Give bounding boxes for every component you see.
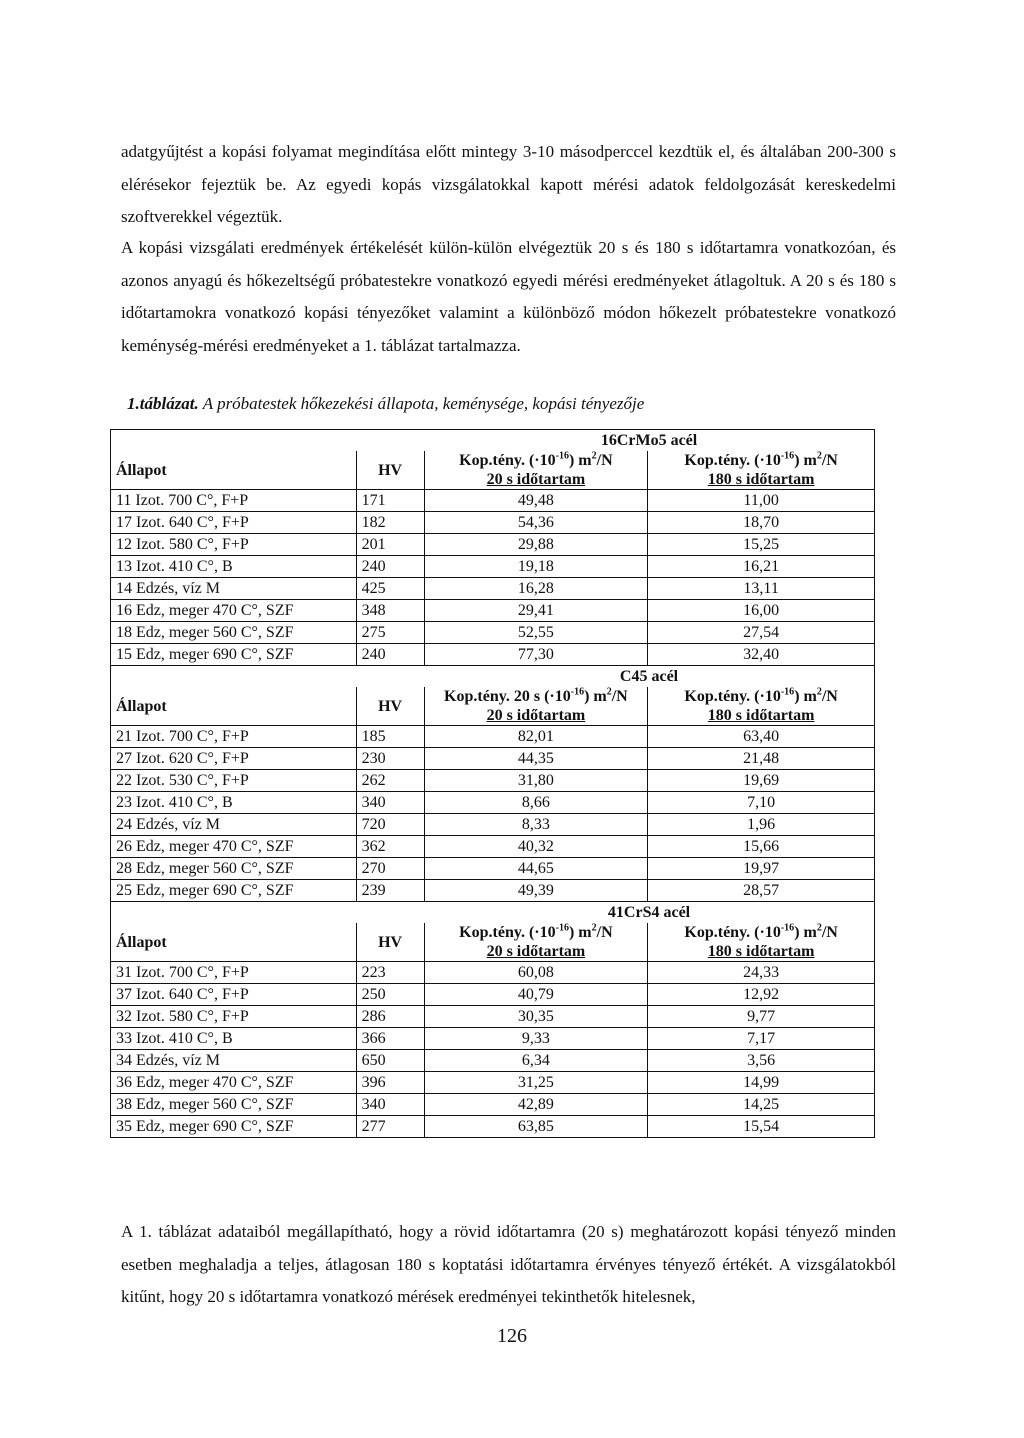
wear-20s-cell: 19,18 xyxy=(424,556,648,578)
hv-cell: 286 xyxy=(356,1006,424,1028)
col180-header-title xyxy=(653,687,869,706)
wear-coefficient-table xyxy=(110,429,875,1138)
wear-180s-cell: 63,40 xyxy=(648,726,875,748)
hv-cell: 277 xyxy=(356,1116,424,1138)
blank-cell xyxy=(111,666,357,688)
table-row xyxy=(111,622,875,644)
blank-cell xyxy=(356,430,424,452)
wear-180s-cell: 14,25 xyxy=(648,1094,875,1116)
hv-cell: 239 xyxy=(356,880,424,902)
steel-heading-row xyxy=(111,666,875,688)
table-row xyxy=(111,836,875,858)
col20-header-main: Kop.tény. (·10 xyxy=(459,452,556,469)
blank-cell xyxy=(111,902,357,924)
steel-grade-label: C45 acél xyxy=(424,666,874,688)
hv-header: HV xyxy=(356,451,424,490)
hv-cell: 340 xyxy=(356,792,424,814)
col180-header-title xyxy=(653,923,869,942)
table-row xyxy=(111,1116,875,1138)
hv-cell: 240 xyxy=(356,644,424,666)
table-row xyxy=(111,962,875,984)
table-caption-text: A próbatestek hőkezekési állapota, keménysége, kopási tényezője xyxy=(198,394,645,413)
state-cell: 32 Izot. 580 C°, F+P xyxy=(111,1006,357,1028)
state-cell: 31 Izot. 700 C°, F+P xyxy=(111,962,357,984)
table-row xyxy=(111,490,875,512)
col20-header-main: Kop.tény. 20 s (·10 xyxy=(444,688,571,705)
col20-header-square: 2 xyxy=(591,450,597,462)
wear-20s-cell: 8,33 xyxy=(424,814,648,836)
hv-cell: 362 xyxy=(356,836,424,858)
col20-header-title xyxy=(430,451,643,470)
column-header-row xyxy=(111,451,875,490)
wear-20s-cell: 82,01 xyxy=(424,726,648,748)
table-row xyxy=(111,644,875,666)
state-cell: 17 Izot. 640 C°, F+P xyxy=(111,512,357,534)
wear-20s-cell: 63,85 xyxy=(424,1116,648,1138)
state-cell: 13 Izot. 410 C°, B xyxy=(111,556,357,578)
wear-20s-cell: 29,41 xyxy=(424,600,648,622)
wear-180s-cell: 12,92 xyxy=(648,984,875,1006)
col180-header-unit: ) m xyxy=(794,452,817,469)
col180-header xyxy=(648,687,875,726)
state-cell: 36 Edz, meger 470 C°, SZF xyxy=(111,1072,357,1094)
state-header: Állapot xyxy=(111,923,357,962)
col180-header-exponent: -16 xyxy=(780,450,795,462)
state-cell: 14 Edzés, víz M xyxy=(111,578,357,600)
col180-header-square: 2 xyxy=(816,450,822,462)
state-cell: 35 Edz, meger 690 C°, SZF xyxy=(111,1116,357,1138)
wear-20s-cell: 40,79 xyxy=(424,984,648,1006)
wear-180s-cell: 3,56 xyxy=(648,1050,875,1072)
state-cell: 22 Izot. 530 C°, F+P xyxy=(111,770,357,792)
col180-header-main: Kop.tény. (·10 xyxy=(684,924,781,941)
hv-cell: 240 xyxy=(356,556,424,578)
wear-20s-cell: 8,66 xyxy=(424,792,648,814)
table-row xyxy=(111,792,875,814)
state-cell: 33 Izot. 410 C°, B xyxy=(111,1028,357,1050)
hv-header: HV xyxy=(356,687,424,726)
table-row xyxy=(111,1028,875,1050)
hv-cell: 348 xyxy=(356,600,424,622)
hv-cell: 425 xyxy=(356,578,424,600)
table-row xyxy=(111,1072,875,1094)
hv-cell: 223 xyxy=(356,962,424,984)
hv-cell: 182 xyxy=(356,512,424,534)
state-header: Állapot xyxy=(111,687,357,726)
steel-grade-label: 16CrMo5 acél xyxy=(424,430,874,452)
column-header-row xyxy=(111,923,875,962)
wear-180s-cell: 7,17 xyxy=(648,1028,875,1050)
wear-180s-cell: 32,40 xyxy=(648,644,875,666)
wear-180s-cell: 19,97 xyxy=(648,858,875,880)
table-row xyxy=(111,748,875,770)
hv-cell: 650 xyxy=(356,1050,424,1072)
table-row xyxy=(111,984,875,1006)
col20-header-exponent: -16 xyxy=(555,922,569,934)
wear-20s-cell: 77,30 xyxy=(424,644,648,666)
wear-20s-cell: 52,55 xyxy=(424,622,648,644)
hv-cell: 201 xyxy=(356,534,424,556)
wear-20s-cell: 16,28 xyxy=(424,578,648,600)
table-row xyxy=(111,1094,875,1116)
col20-header-per: /N xyxy=(596,452,613,469)
steel-heading-row xyxy=(111,430,875,452)
table-row xyxy=(111,858,875,880)
col180-header xyxy=(648,451,875,490)
wear-20s-cell: 30,35 xyxy=(424,1006,648,1028)
col20-header-square: 2 xyxy=(591,922,597,934)
wear-20s-cell: 44,35 xyxy=(424,748,648,770)
col180-header-title xyxy=(653,451,869,470)
col20-header-unit: ) m xyxy=(568,924,592,941)
col180-header-duration: 180 s időtartam xyxy=(707,707,815,724)
col20-header-exponent: -16 xyxy=(570,686,585,698)
col180-header-duration: 180 s időtartam xyxy=(707,471,815,488)
table-row xyxy=(111,814,875,836)
wear-180s-cell: 24,33 xyxy=(648,962,875,984)
col20-header-duration: 20 s időtartam xyxy=(486,707,586,724)
col180-header-exponent: -16 xyxy=(780,922,795,934)
col20-header-per: /N xyxy=(611,688,628,705)
state-cell: 18 Edz, meger 560 C°, SZF xyxy=(111,622,357,644)
col20-header-duration: 20 s időtartam xyxy=(486,943,586,960)
page-number: 126 xyxy=(497,1325,527,1347)
col20-header-exponent: -16 xyxy=(555,450,569,462)
state-cell: 24 Edzés, víz M xyxy=(111,814,357,836)
wear-20s-cell: 54,36 xyxy=(424,512,648,534)
blank-cell xyxy=(356,902,424,924)
col180-header-main: Kop.tény. (·10 xyxy=(684,452,781,469)
table-caption-number: 1.táblázat. xyxy=(127,394,199,413)
conclusion-paragraph: A 1. táblázat adataiból megállapítható, hogy a rövid időtartamra (20 s) meghatározott kopási tényező minden esetben meghaladja a teljes, átlagosan 180 s koptatási időtartamra érvényes tényező értékét. A vizsgálatokból kitűnt, hogy 20 s időtartamra vonatkozó mérések eredményei tekinthetők hitelesnek, xyxy=(121,1222,896,1306)
state-cell: 12 Izot. 580 C°, F+P xyxy=(111,534,357,556)
col20-header-duration: 20 s időtartam xyxy=(486,471,586,488)
wear-180s-cell: 18,70 xyxy=(648,512,875,534)
col180-header-exponent: -16 xyxy=(780,686,795,698)
col20-header-unit: ) m xyxy=(568,452,592,469)
wear-20s-cell: 49,39 xyxy=(424,880,648,902)
col180-header-square: 2 xyxy=(816,686,822,698)
state-cell: 16 Edz, meger 470 C°, SZF xyxy=(111,600,357,622)
hv-cell: 171 xyxy=(356,490,424,512)
steel-grade-label: 41CrS4 acél xyxy=(424,902,874,924)
column-header-row xyxy=(111,687,875,726)
wear-180s-cell: 15,54 xyxy=(648,1116,875,1138)
wear-180s-cell: 16,21 xyxy=(648,556,875,578)
state-cell: 21 Izot. 700 C°, F+P xyxy=(111,726,357,748)
wear-180s-cell: 27,54 xyxy=(648,622,875,644)
wear-180s-cell: 14,99 xyxy=(648,1072,875,1094)
state-cell: 15 Edz, meger 690 C°, SZF xyxy=(111,644,357,666)
table-row xyxy=(111,534,875,556)
wear-20s-cell: 42,89 xyxy=(424,1094,648,1116)
wear-180s-cell: 15,25 xyxy=(648,534,875,556)
col180-header-main: Kop.tény. (·10 xyxy=(684,688,781,705)
col180-header-unit: ) m xyxy=(794,924,817,941)
wear-180s-cell: 9,77 xyxy=(648,1006,875,1028)
table-row xyxy=(111,600,875,622)
col180-header-per: /N xyxy=(821,688,838,705)
wear-20s-cell: 29,88 xyxy=(424,534,648,556)
table-row xyxy=(111,556,875,578)
wear-20s-cell: 6,34 xyxy=(424,1050,648,1072)
col20-header-main: Kop.tény. (·10 xyxy=(459,924,556,941)
col180-header-duration: 180 s időtartam xyxy=(707,943,815,960)
hv-cell: 250 xyxy=(356,984,424,1006)
state-cell: 25 Edz, meger 690 C°, SZF xyxy=(111,880,357,902)
blank-cell xyxy=(356,666,424,688)
wear-20s-cell: 40,32 xyxy=(424,836,648,858)
state-header: Állapot xyxy=(111,451,357,490)
hv-cell: 262 xyxy=(356,770,424,792)
wear-180s-cell: 28,57 xyxy=(648,880,875,902)
wear-180s-cell: 19,69 xyxy=(648,770,875,792)
wear-20s-cell: 60,08 xyxy=(424,962,648,984)
table-row xyxy=(111,578,875,600)
table-row xyxy=(111,726,875,748)
col180-header-per: /N xyxy=(821,452,838,469)
wear-20s-cell: 9,33 xyxy=(424,1028,648,1050)
hv-cell: 185 xyxy=(356,726,424,748)
col20-header xyxy=(424,451,648,490)
col20-header xyxy=(424,923,648,962)
col180-header-unit: ) m xyxy=(794,688,817,705)
state-cell: 23 Izot. 410 C°, B xyxy=(111,792,357,814)
hv-cell: 270 xyxy=(356,858,424,880)
table-body xyxy=(111,430,875,1138)
blank-cell xyxy=(111,430,357,452)
state-cell: 34 Edzés, víz M xyxy=(111,1050,357,1072)
hv-cell: 720 xyxy=(356,814,424,836)
state-cell: 28 Edz, meger 560 C°, SZF xyxy=(111,858,357,880)
hv-cell: 340 xyxy=(356,1094,424,1116)
wear-180s-cell: 13,11 xyxy=(648,578,875,600)
col20-header-unit: ) m xyxy=(584,688,607,705)
state-cell: 26 Edz, meger 470 C°, SZF xyxy=(111,836,357,858)
col180-header-square: 2 xyxy=(816,922,822,934)
table-row xyxy=(111,1006,875,1028)
hv-cell: 275 xyxy=(356,622,424,644)
hv-cell: 230 xyxy=(356,748,424,770)
col20-header-per: /N xyxy=(596,924,613,941)
wear-180s-cell: 16,00 xyxy=(648,600,875,622)
hv-cell: 396 xyxy=(356,1072,424,1094)
hv-cell: 366 xyxy=(356,1028,424,1050)
wear-20s-cell: 31,80 xyxy=(424,770,648,792)
wear-20s-cell: 44,65 xyxy=(424,858,648,880)
intro-paragraph: adatgyűjtést a kopási folyamat megindítása előtt mintegy 3-10 másodperccel kezdtük el, és általában 200-300 s elérésekor fejeztük be. Az egyedi kopás vizsgálatokkal kapott mérési adatok feldolgozását kereskedelmi szoftverekkel végeztük. xyxy=(121,142,896,226)
col20-header-square: 2 xyxy=(606,686,612,698)
col20-header-title xyxy=(430,687,643,706)
col20-header-title xyxy=(430,923,643,942)
state-cell: 27 Izot. 620 C°, F+P xyxy=(111,748,357,770)
state-cell: 37 Izot. 640 C°, F+P xyxy=(111,984,357,1006)
table-caption xyxy=(127,394,644,414)
wear-180s-cell: 15,66 xyxy=(648,836,875,858)
table-row xyxy=(111,770,875,792)
col20-header xyxy=(424,687,648,726)
wear-180s-cell: 21,48 xyxy=(648,748,875,770)
state-cell: 38 Edz, meger 560 C°, SZF xyxy=(111,1094,357,1116)
wear-180s-cell: 1,96 xyxy=(648,814,875,836)
wear-20s-cell: 49,48 xyxy=(424,490,648,512)
wear-20s-cell: 31,25 xyxy=(424,1072,648,1094)
table-row xyxy=(111,512,875,534)
steel-heading-row xyxy=(111,902,875,924)
table-row xyxy=(111,1050,875,1072)
col180-header-per: /N xyxy=(821,924,838,941)
hv-header: HV xyxy=(356,923,424,962)
table-row xyxy=(111,880,875,902)
col180-header xyxy=(648,923,875,962)
wear-180s-cell: 7,10 xyxy=(648,792,875,814)
wear-180s-cell: 11,00 xyxy=(648,490,875,512)
state-cell: 11 Izot. 700 C°, F+P xyxy=(111,490,357,512)
method-paragraph: A kopási vizsgálati eredmények értékelését külön-külön elvégeztük 20 s és 180 s időtartamra vonatkozóan, és azonos anyagú és hőkezeltségű próbatestekre vonatkozó egyedi mérési eredményeket átlagoltuk. A 20 s és 180 s időtartamokra vonatkozó kopási tényezőket valamint a különböző módon hőkezelt próbatestekre vonatkozó keménység-mérési eredményeket a 1. táblázat tartalmazza. xyxy=(121,238,896,355)
